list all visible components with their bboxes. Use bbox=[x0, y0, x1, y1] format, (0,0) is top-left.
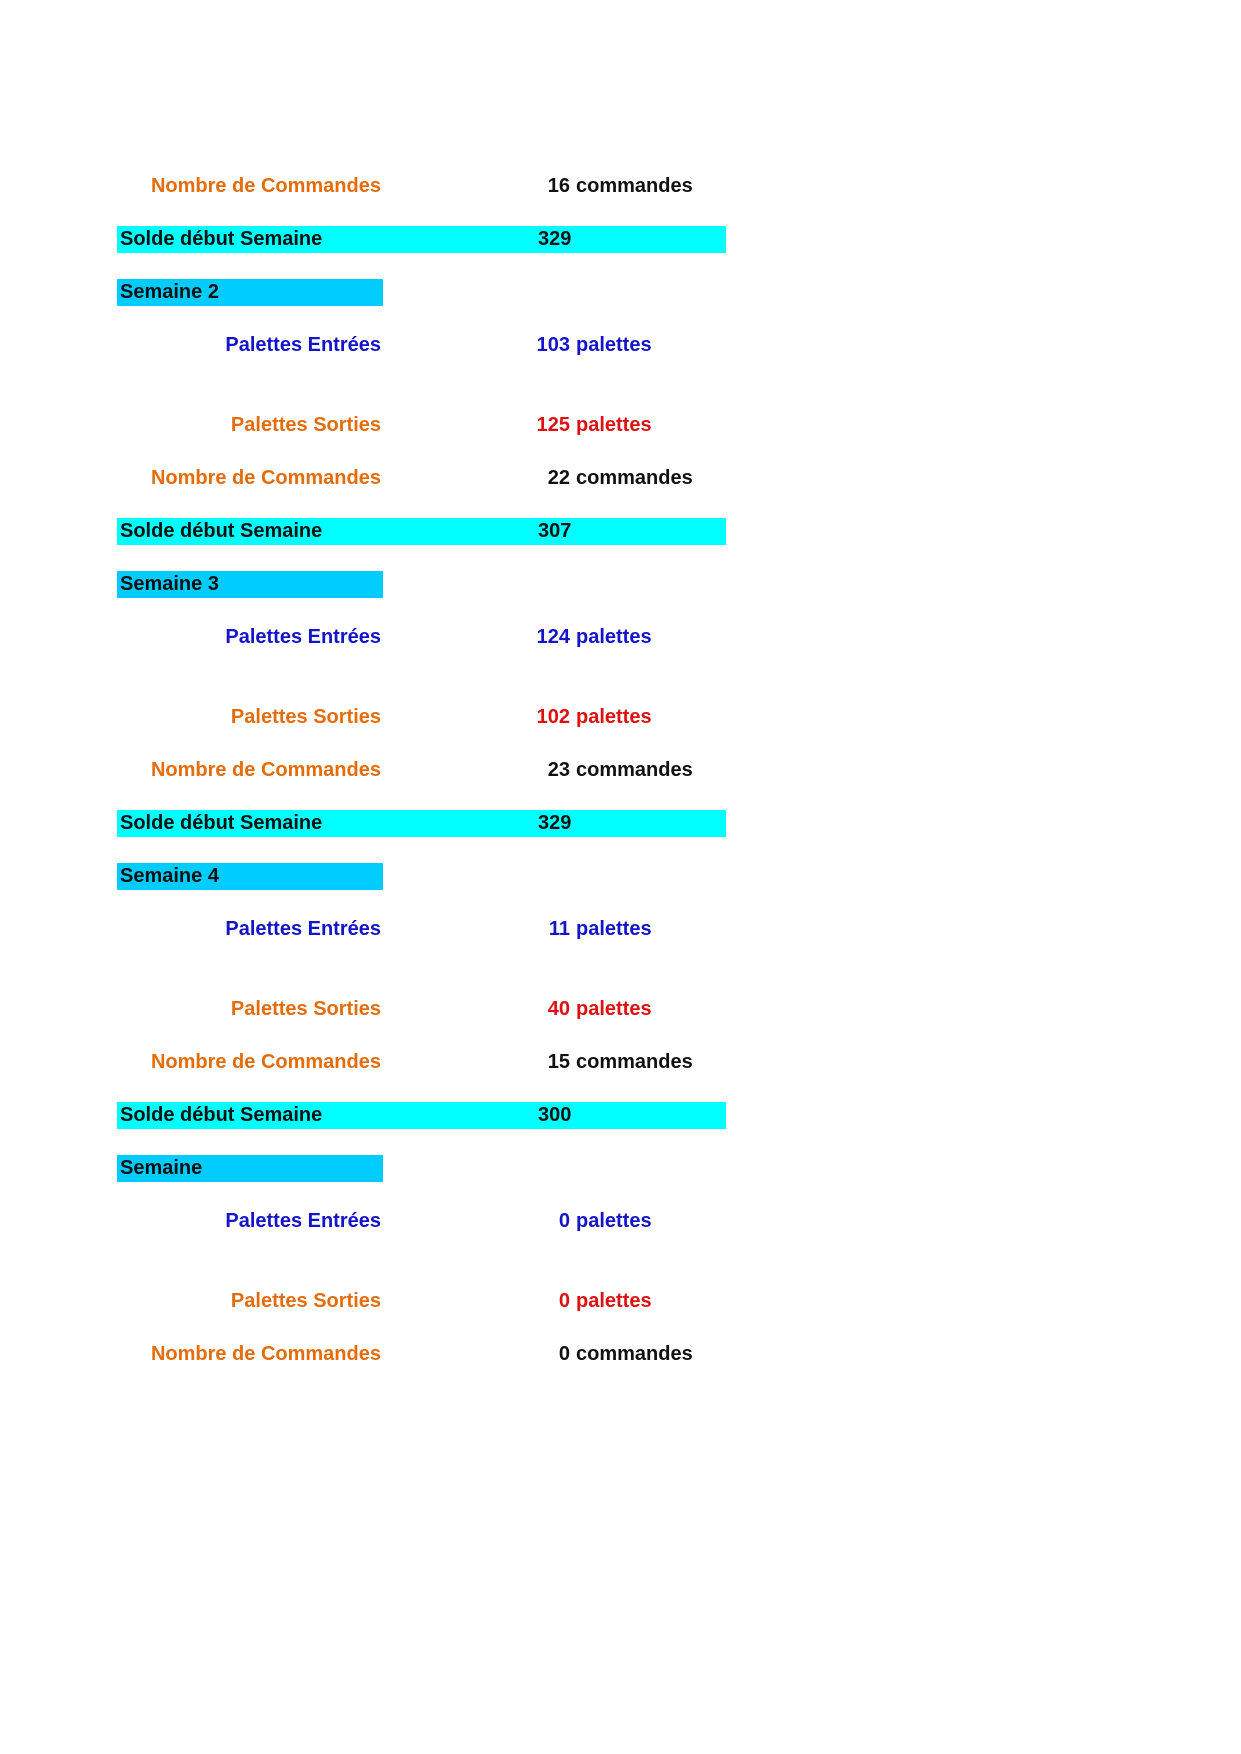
solde-bar bbox=[117, 226, 726, 253]
commandes-row bbox=[117, 1049, 725, 1076]
commandes-unit: commandes bbox=[576, 759, 693, 781]
commandes-label: Nombre de Commandes bbox=[150, 1343, 381, 1365]
sorties-row bbox=[117, 412, 725, 439]
sorties-unit: palettes bbox=[576, 998, 652, 1020]
commandes-count: 0 bbox=[558, 1343, 570, 1365]
entrees-count: 124 bbox=[536, 626, 570, 648]
sorties-unit: palettes bbox=[576, 1290, 652, 1312]
solde-value: 329 bbox=[538, 228, 572, 250]
entrees-row bbox=[117, 1208, 725, 1235]
solde-value: 300 bbox=[538, 1104, 572, 1126]
commandes-count: 16 bbox=[547, 175, 570, 197]
entrees-count: 103 bbox=[536, 334, 570, 356]
week-bar bbox=[117, 863, 383, 890]
week-label: Semaine 3 bbox=[120, 573, 219, 595]
sorties-label: Palettes Sorties bbox=[230, 414, 381, 436]
entrees-count: 0 bbox=[558, 1210, 570, 1232]
commandes-label: Nombre de Commandes bbox=[150, 467, 381, 489]
solde-value: 329 bbox=[538, 812, 572, 834]
sorties-label: Palettes Sorties bbox=[230, 706, 381, 728]
entrees-unit: palettes bbox=[576, 1210, 652, 1232]
sorties-unit: palettes bbox=[576, 706, 652, 728]
sorties-count: 102 bbox=[536, 706, 570, 728]
solde-label: Solde début Semaine bbox=[120, 228, 323, 250]
week-bar bbox=[117, 279, 383, 306]
entrees-count: 11 bbox=[548, 918, 570, 940]
solde-value: 307 bbox=[538, 520, 572, 542]
commandes-label: Nombre de Commandes bbox=[150, 759, 381, 781]
commandes-unit: commandes bbox=[576, 1343, 693, 1365]
sorties-unit: palettes bbox=[576, 414, 652, 436]
commandes-count: 22 bbox=[547, 467, 570, 489]
commandes-row bbox=[117, 465, 725, 492]
entrees-unit: palettes bbox=[576, 626, 652, 648]
sorties-row bbox=[117, 996, 725, 1023]
entrees-unit: palettes bbox=[576, 918, 652, 940]
commandes-unit: commandes bbox=[576, 1051, 693, 1073]
sorties-label: Palettes Sorties bbox=[230, 998, 381, 1020]
solde-label: Solde début Semaine bbox=[120, 520, 323, 542]
commandes-row bbox=[117, 1341, 725, 1368]
entrees-label: Palettes Entrées bbox=[225, 1210, 381, 1232]
sorties-label: Palettes Sorties bbox=[230, 1290, 381, 1312]
solde-bar bbox=[117, 810, 726, 837]
entrees-row bbox=[117, 332, 725, 359]
week-label: Semaine bbox=[120, 1157, 203, 1179]
solde-bar bbox=[117, 1102, 726, 1129]
sorties-count: 0 bbox=[558, 1290, 570, 1312]
solde-label: Solde début Semaine bbox=[120, 1104, 323, 1126]
sorties-row bbox=[117, 1288, 725, 1315]
commandes-unit: commandes bbox=[576, 467, 693, 489]
commandes-count: 23 bbox=[547, 759, 570, 781]
sorties-count: 40 bbox=[547, 998, 570, 1020]
entrees-row bbox=[117, 916, 725, 943]
week-label: Semaine 2 bbox=[120, 281, 219, 303]
entrees-label: Palettes Entrées bbox=[225, 626, 381, 648]
entrees-unit: palettes bbox=[576, 334, 652, 356]
commandes-count: 15 bbox=[547, 1051, 570, 1073]
commandes-label: Nombre de Commandes bbox=[150, 1051, 381, 1073]
week-bar bbox=[117, 1155, 383, 1182]
commandes-row bbox=[117, 757, 725, 784]
sorties-row bbox=[117, 704, 725, 731]
commandes-unit: commandes bbox=[576, 175, 693, 197]
week-label: Semaine 4 bbox=[120, 865, 219, 887]
entrees-label: Palettes Entrées bbox=[225, 918, 381, 940]
week-bar bbox=[117, 571, 383, 598]
top-commandes-row bbox=[117, 173, 725, 200]
entrees-row bbox=[117, 624, 725, 651]
sorties-count: 125 bbox=[536, 414, 570, 436]
solde-bar bbox=[117, 518, 726, 545]
entrees-label: Palettes Entrées bbox=[225, 334, 381, 356]
commandes-label: Nombre de Commandes bbox=[150, 175, 381, 197]
solde-label: Solde début Semaine bbox=[120, 812, 323, 834]
